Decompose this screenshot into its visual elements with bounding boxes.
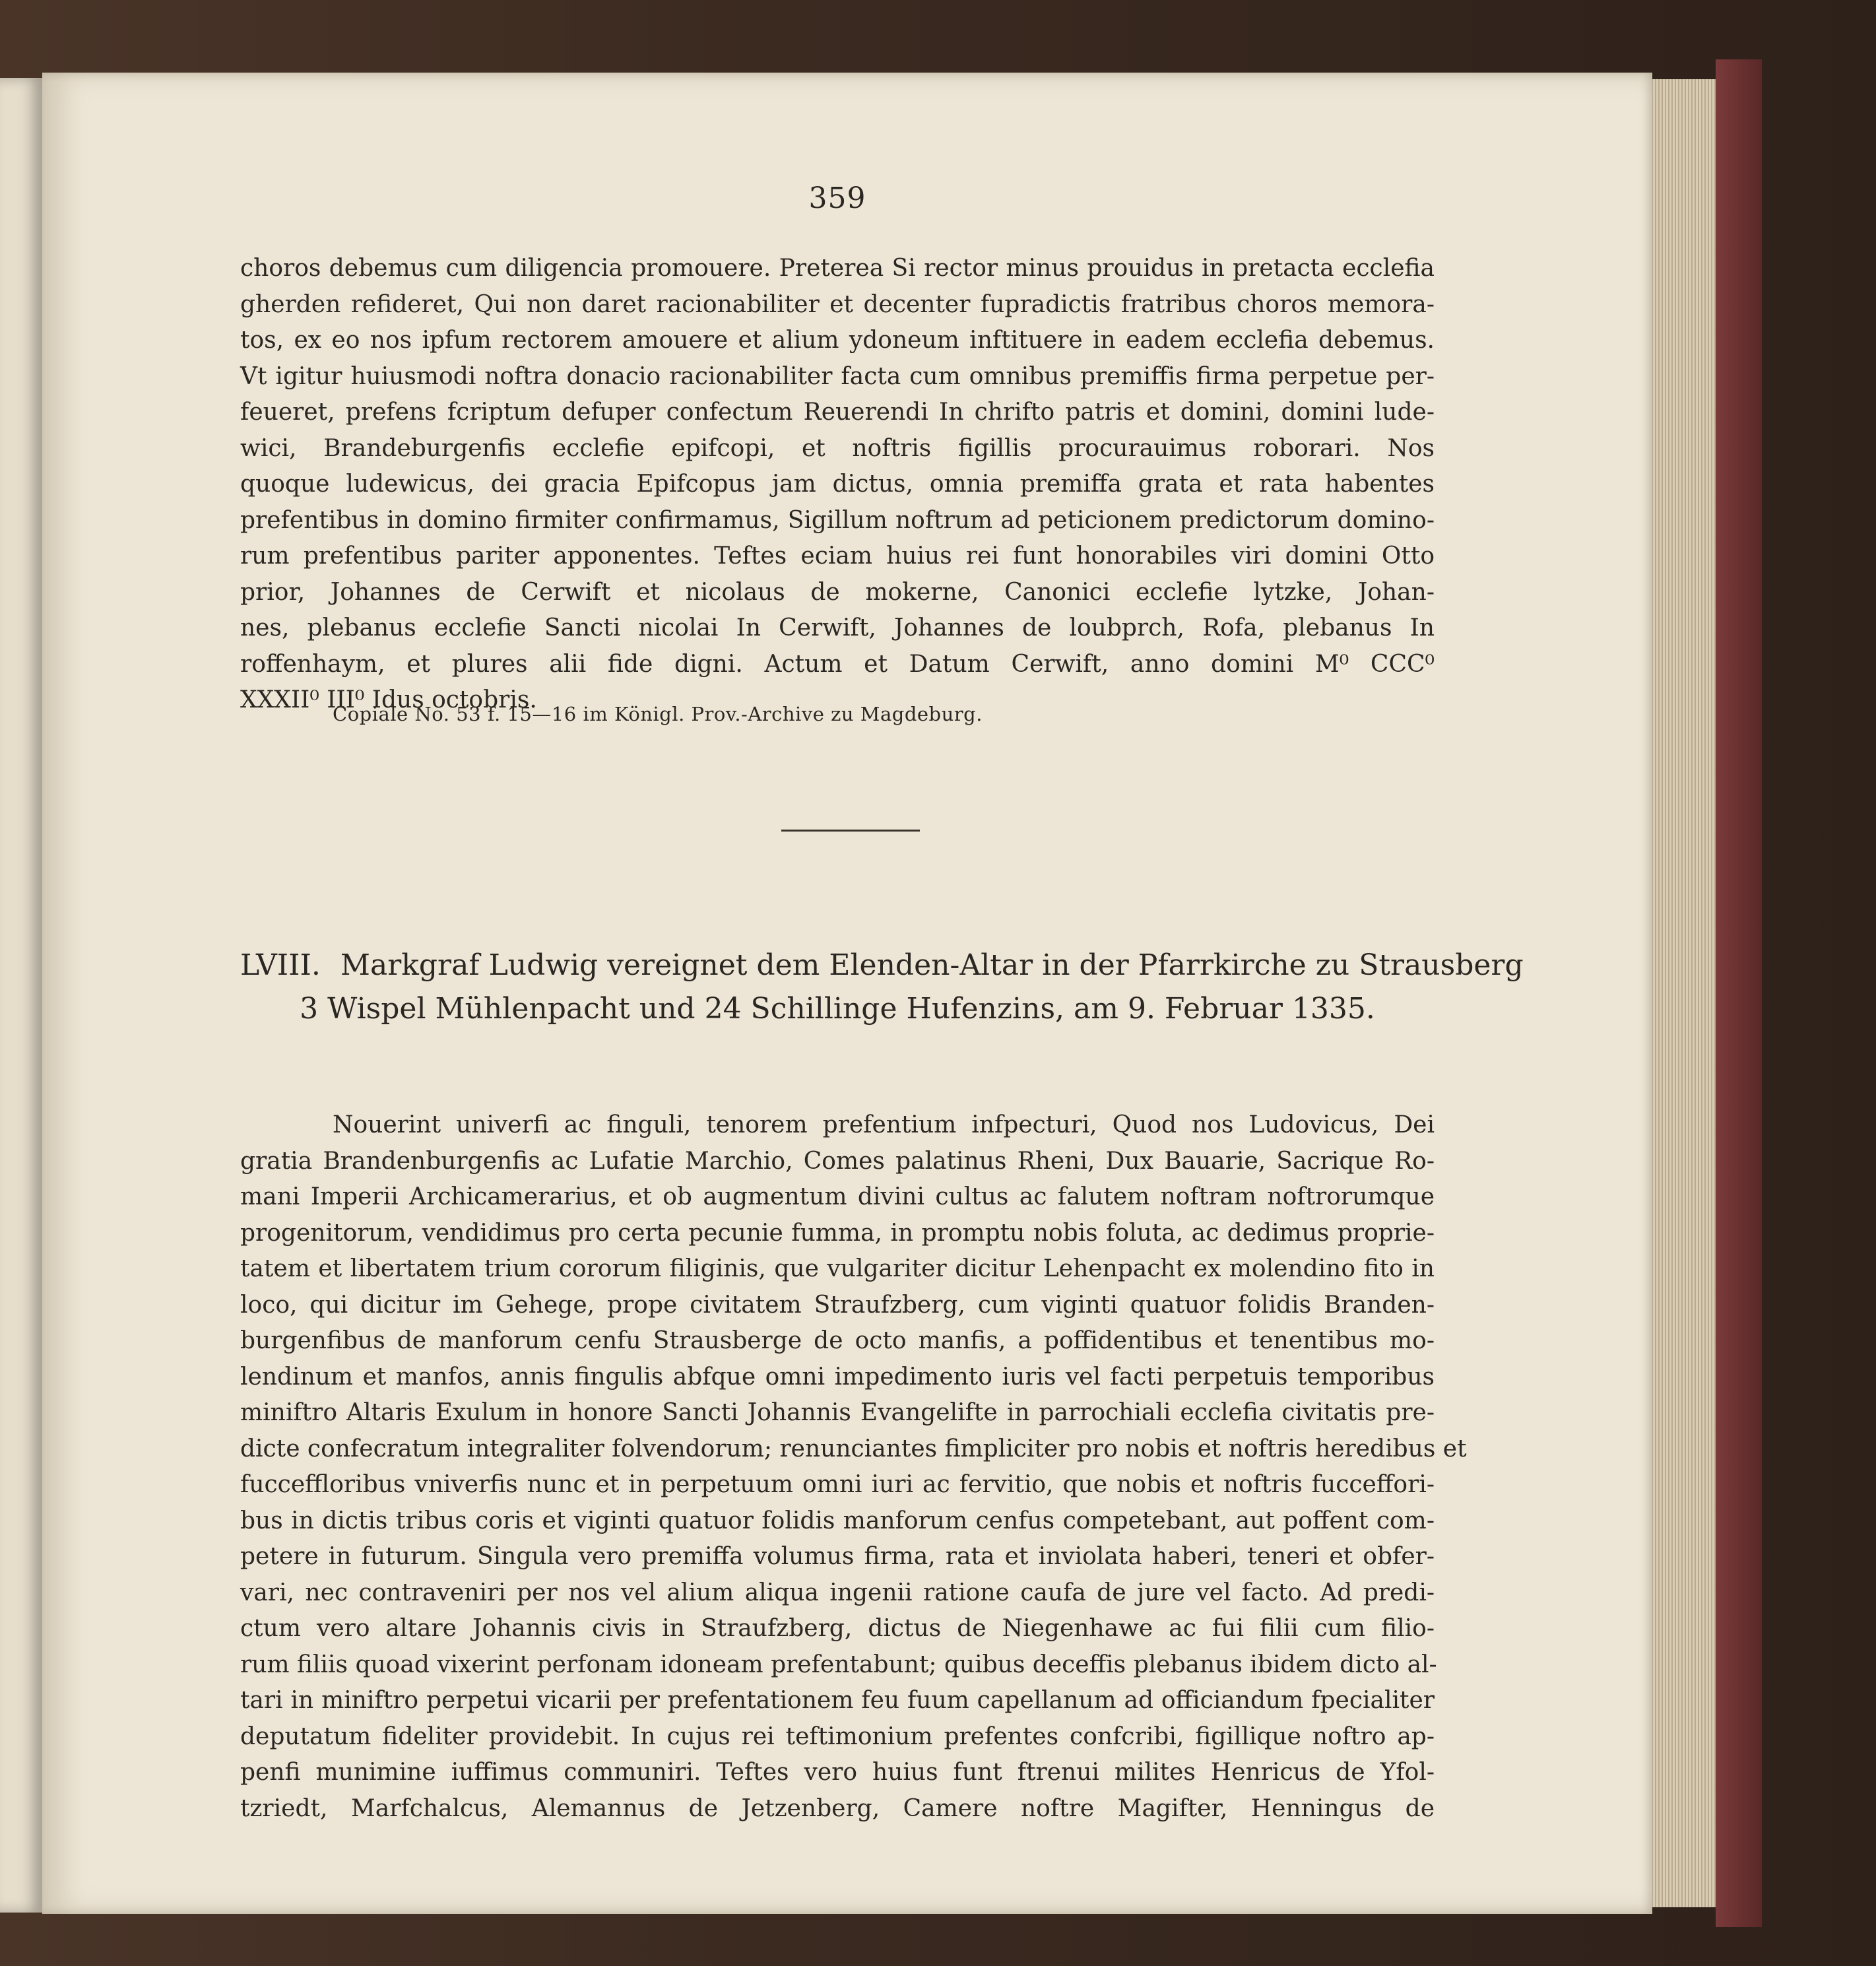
heading-text: Markgraf Ludwig vereignet dem Elenden-Altar in der Pfarrkirche zu Strausberg	[340, 948, 1524, 982]
text-line: lendinum et manfos, annis fingulis abfque omni impedimento iuris vel facti perpetuis temporibus	[240, 1363, 1435, 1391]
text-line: rum filiis quoad vixerint perfonam idoneam prefentabunt; quibus deceffis plebanus ibidem dicto al-	[240, 1651, 1437, 1678]
heading-line: 3 Wispel Mühlenpacht und 24 Schillinge Hufenzins, am 9. Februar 1335.	[300, 992, 1375, 1026]
text-line: petere in futurum. Singula vero premiffa volumus firma, rata et inviolata haberi, teneri et obfer-	[240, 1543, 1435, 1570]
charter-text	[240, 1107, 1467, 1827]
source-citation: Copiale No. 53 f. 15—16 im Königl. Prov.-Archive zu Magdeburg.	[333, 703, 983, 725]
text-line: fucceffloribus vniverfis nunc et in perpetuum omni iuri ac fervitio, que nobis et noftris fucceffori-	[240, 1471, 1435, 1498]
text-line: quoque ludewicus, dei gracia Epifcopus jam dictus, omnia premiffa grata et rata habentes	[240, 471, 1435, 498]
text-line: Nouerint univerfi ac finguli, tenorem prefentium infpecturi, Quod nos Ludovicus, Dei	[333, 1111, 1435, 1138]
text-line: XXXII⁰ III⁰ Idus octobris.	[240, 686, 537, 713]
text-line: tos, ex eo nos ipfum rectorem amouere et alium ydoneum inftituere in eadem ecclefia debemus.	[240, 327, 1435, 354]
text-line: tatem et libertatem trium cororum filiginis, que vulgariter dicitur Lehenpacht ex molendino fito in	[240, 1255, 1435, 1282]
text-line: gratia Brandenburgenfis ac Lufatie Marchio, Comes palatinus Rheni, Dux Bauarie, Sacrique Ro-	[240, 1147, 1435, 1175]
text-line: miniftro Altaris Exulum in honore Sancti Johannis Evangelifte in parrochiali ecclefia civitatis pre-	[240, 1399, 1435, 1426]
text-line: prefentibus in domino firmiter confirmamus, Sigillum noftrum ad peticionem predictorum domino-	[240, 506, 1435, 534]
text-line: choros debemus cum diligencia promouere. Preterea Si rector minus prouidus in pretacta ecclefia	[240, 255, 1435, 282]
text-line: tari in miniftro perpetui vicarii per prefentationem feu fuum capellanum ad officiandum fpecialiter	[240, 1687, 1435, 1714]
text-line: loco, qui dicitur im Gehege, prope civitatem Straufzberg, cum viginti quatuor folidis Branden-	[240, 1291, 1435, 1319]
text-line: vari, nec contraveniri per nos vel alium aliqua ingenii ratione caufa de jure vel facto. Ad predi-	[240, 1579, 1435, 1606]
page-number: 359	[808, 181, 866, 215]
page-edges	[1643, 79, 1716, 1907]
text-line: dicte confecratum integraliter folvendorum; renunciantes fimpliciter pro nobis et noftris heredibus et	[240, 1435, 1467, 1462]
document-numeral: LVIII.	[240, 948, 321, 982]
text-line: Vt igitur huiusmodi noftra donacio racionabiliter facta cum omnibus premiffis firma perpetue per-	[240, 362, 1435, 390]
text-line: feueret, prefens fcriptum defuper confectum Reuerendi In chrifto patris et domini, domini lude-	[240, 399, 1435, 426]
document-heading	[240, 944, 1524, 1031]
text-line: burgenfibus de manforum cenfu Strausberge de octo manfis, a poffidentibus et tenentibus mo-	[240, 1327, 1435, 1354]
text-line: nes, plebanus ecclefie Sancti nicolai In Cerwift, Johannes de loubprch, Rofa, plebanus In	[240, 614, 1435, 641]
text-line: mani Imperii Archicamerarius, et ob augmentum divini cultus ac falutem noftram noftrorumque	[240, 1183, 1435, 1210]
section-divider	[781, 830, 920, 832]
heading-line	[240, 944, 1524, 987]
text-line: prior, Johannes de Cerwift et nicolaus de mokerne, Canonici ecclefie lytzke, Johan-	[240, 578, 1435, 606]
text-line: penfi munimine iuffimus communiri. Teftes vero huius funt ftrenui milites Henricus de Yfol-	[240, 1759, 1435, 1786]
text-line: deputatum fideliter providebit. In cujus rei teftimonium prefentes confcribi, figillique noftro ap-	[240, 1722, 1435, 1750]
text-line: wici, Brandeburgenfis ecclefie epifcopi, et noftris figillis procurauimus roborari. Nos	[240, 434, 1435, 462]
continued-charter-text	[240, 251, 1435, 719]
facing-page-edge	[0, 78, 44, 1913]
text-line: roffenhaym, et plures alii fide digni. Actum et Datum Cerwift, anno domini M⁰ CCC⁰	[240, 650, 1435, 678]
book-page	[42, 73, 1652, 1914]
book-board-edge	[1716, 59, 1762, 1927]
text-line: rum prefentibus pariter apponentes. Teftes eciam huius rei funt honorabiles viri domini Otto	[240, 542, 1435, 570]
text-line: tzriedt, Marfchalcus, Alemannus de Jetzenberg, Camere noftre Magifter, Henningus de	[240, 1794, 1435, 1822]
text-line: progenitorum, vendidimus pro certa pecunie fumma, in promptu nobis foluta, ac dedimus proprie-	[240, 1219, 1435, 1247]
text-line: bus in dictis tribus coris et viginti quatuor folidis manforum cenfus competebant, aut poffent com-	[240, 1507, 1435, 1534]
text-line: ctum vero altare Johannis civis in Straufzberg, dictus de Niegenhawe ac fui filii cum filio-	[240, 1615, 1435, 1642]
text-line: gherden refideret, Qui non daret racionabiliter et decenter fupradictis fratribus choros memora-	[240, 290, 1435, 318]
